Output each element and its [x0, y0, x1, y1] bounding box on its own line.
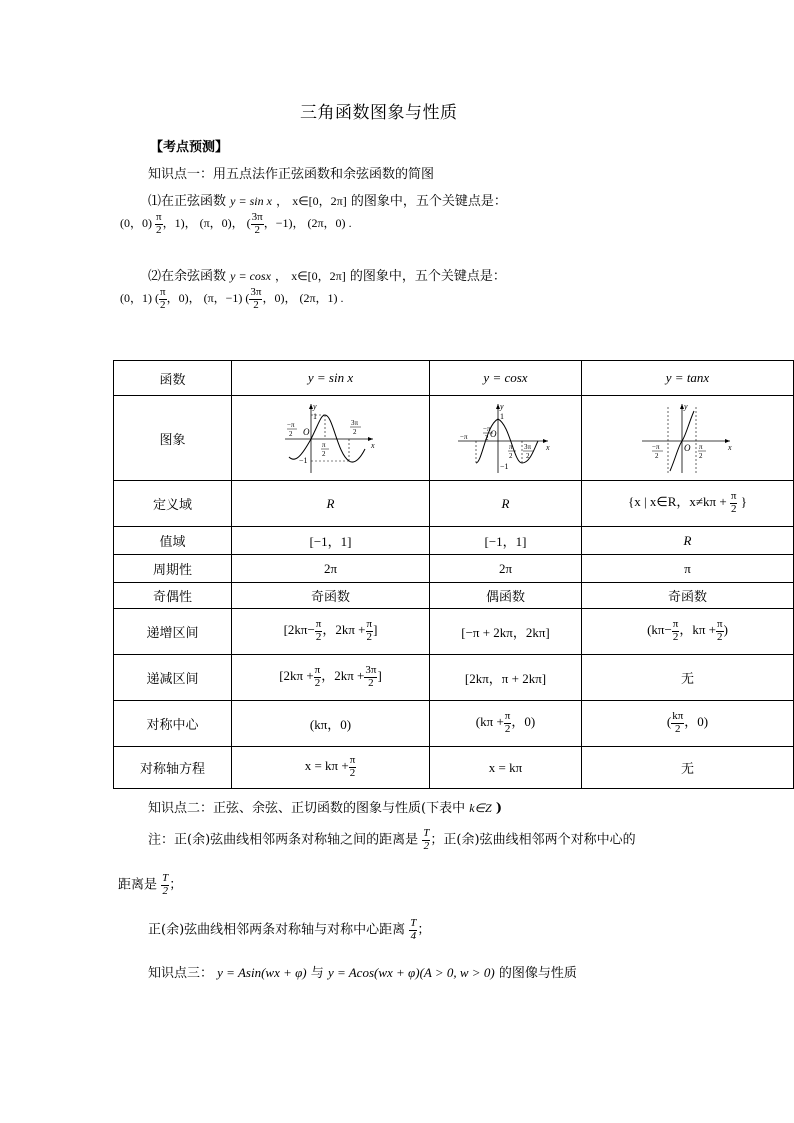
table-row [114, 583, 794, 609]
tick-neg-pi2-num: −π [286, 421, 294, 429]
section-tag: 【考点预测】 [150, 140, 229, 155]
kp3-heading: 知识点三： y = Asin(wx + φ) 与 y = Acos(wx + φ)(A > 0, w > 0) 的图像与性质 [148, 965, 577, 981]
sin-domain: x∈[0，2π] [292, 194, 347, 208]
sin-point-3pi2: $\frac{3\pi}{2}$ [251, 211, 263, 236]
row-label-graph: 图象 [114, 396, 232, 481]
sin-domain-cell: R [232, 481, 430, 527]
tick-one: 1 [312, 412, 317, 421]
kp2-note-line1: 注：正(余)弦曲线相邻两条对称轴之间的距离是 $\frac{T}{2}$ ；正(余)弦曲线相邻两个对称中心的 [148, 827, 636, 852]
kp1-sin-intro: ⑴在正弦函数 y = sin x ， x∈[0，2π] 的图象中，五个关键点是： [148, 194, 507, 209]
cos-increasing-cell: [−π + 2kπ，2kπ] [430, 609, 582, 655]
row-label-decreasing: 递减区间 [114, 655, 232, 701]
row-label-parity: 奇偶性 [114, 583, 232, 609]
tick-neg-pi2-den: 2 [654, 452, 658, 460]
header-function: 函数 [114, 361, 232, 396]
sin-increasing-cell: [2kπ− $\frac{\pi}{2}$ ，2kπ + $\frac{\pi}{2}$ ] [232, 609, 430, 655]
sin-point-2pi: (2π，0) [307, 215, 346, 230]
sin-center-cell: (kπ，0) [232, 701, 430, 747]
origin-label: O [683, 443, 690, 453]
table-row [114, 396, 794, 481]
row-label-axis: 对称轴方程 [114, 747, 232, 789]
sin-point-pi: (π，0) [199, 215, 232, 230]
tan-domain-cell: {x | x∈R，x≠kπ + $\frac{\pi}{2}$ } [582, 481, 794, 527]
cos-point-pi2: $\frac{\pi}{2}$ [160, 286, 166, 311]
cos-point-3pi2: $\frac{3\pi}{2}$ [250, 286, 262, 311]
sin-graph [232, 396, 430, 481]
cos-range-cell: [−1，1] [430, 527, 582, 555]
table-row [114, 609, 794, 655]
table-row [114, 527, 794, 555]
tick-neg-pi2-den: 2 [484, 434, 488, 442]
tan-period-cell: π [582, 555, 794, 583]
tick-pi2-den: 2 [508, 452, 512, 460]
tan-range-cell: R [582, 527, 794, 555]
sin-range-cell: [−1，1] [232, 527, 430, 555]
cos-axis-cell: x = kπ [430, 747, 582, 789]
tan-increasing-cell: (kπ− $\frac{\pi}{2}$ ，kπ + $\frac{\pi}{2}$ ) [582, 609, 794, 655]
sin-key-points: (0，0) $\frac{\pi}{2}$ ，1)， (π，0)， ( $\frac{3\pi}{2}$ ，−1)， (2π，0) . [120, 211, 352, 236]
header-cos: y = cosx [430, 361, 582, 396]
tick-neg-one: −1 [298, 456, 308, 465]
header-tan: y = tanx [582, 361, 794, 396]
kp1-cos-intro: ⑵在余弦函数 y = cosx ， x∈[0，2π] 的图象中，五个关键点是： [148, 269, 506, 284]
y-axis-label: y [683, 402, 688, 411]
cos-period-cell: 2π [430, 555, 582, 583]
tick-3pi2-num: 3π [523, 443, 531, 451]
x-axis-label: x [545, 443, 550, 452]
x-axis-label: x [370, 441, 375, 450]
tick-one: 1 [499, 412, 504, 421]
sin-intro-tail: 的图象中，五个关键点是： [350, 194, 507, 209]
sin-intro-text: ⑴在正弦函数 [148, 194, 227, 209]
table-row [114, 747, 794, 789]
sin-point-0: (0，0) [120, 215, 152, 230]
row-label-range: 值域 [114, 527, 232, 555]
cos-point-0: (0，1) [120, 290, 152, 305]
sin-decreasing-cell: [2kπ + $\frac{\pi}{2}$ ，2kπ + $\frac{3\pi}{2}$ ] [232, 655, 430, 701]
tan-graph [582, 396, 794, 481]
tick-neg-pi2-num: −π [482, 425, 490, 433]
tick-pi2-num: π [698, 443, 703, 451]
cos-intro-tail: 的图象中，五个关键点是： [349, 269, 506, 284]
sin-func: y = sin x [230, 194, 272, 208]
sin-period-cell: 2π [232, 555, 430, 583]
row-label-period: 周期性 [114, 555, 232, 583]
row-label-increasing: 递增区间 [114, 609, 232, 655]
kp1-heading: 知识点一：用五点法作正弦函数和余弦函数的简图 [148, 167, 435, 182]
tick-pi2-den: 2 [321, 450, 325, 458]
tick-pi2-num: π [508, 443, 513, 451]
origin-label: O [489, 429, 496, 439]
cos-point-2pi: (2π，1) [299, 290, 338, 305]
tick-pi2-num: π [321, 441, 326, 449]
kp2-heading: 知识点二：正弦、余弦、正切函数的图象与性质(下表中 k∈Z ) [148, 801, 502, 816]
kp2-note-line2: 距离是 $\frac{T}{2}$ ； [118, 872, 183, 897]
tan-center-cell: ( $\frac{k\pi}{2}$ ，0) [582, 701, 794, 747]
sin-parity-cell: 奇函数 [232, 583, 430, 609]
sin-graph-svg [281, 401, 381, 475]
cos-func: y = cosx [230, 269, 271, 283]
cos-graph [430, 396, 582, 481]
tick-3pi2-num: 3π [350, 419, 358, 427]
tick-neg-one: −1 [499, 462, 509, 471]
kp2-note-line3: 正(余)弦曲线相邻两条对称轴与对称中心距离 $\frac{T}{4}$ ； [148, 917, 431, 942]
cos-key-points: (0，1) ( $\frac{\pi}{2}$ ，0)， (π，−1) ( $\frac{3\pi}{2}$ ，0)， (2π，1) . [120, 286, 344, 311]
tan-decreasing-cell: 无 [582, 655, 794, 701]
cos-intro-text: ⑵在余弦函数 [148, 269, 227, 284]
cos-center-cell: (kπ + $\frac{\pi}{2}$ ，0) [430, 701, 582, 747]
cos-parity-cell: 偶函数 [430, 583, 582, 609]
tan-graph-svg [638, 401, 738, 475]
y-axis-label: y [312, 402, 317, 411]
tick-neg-pi2-den: 2 [288, 430, 292, 438]
kp3-func-cos: y = Acos(wx + φ)(A > 0, w > 0) [327, 965, 495, 980]
table-row [114, 655, 794, 701]
tick-3pi2-den: 2 [352, 428, 356, 436]
tick-neg-pi2-num: −π [651, 443, 659, 451]
cos-graph-svg [456, 401, 556, 475]
x-axis-label: x [727, 443, 732, 452]
tan-parity-cell: 奇函数 [582, 583, 794, 609]
page-title: 三角函数图象与性质 [300, 103, 458, 123]
origin-label: O [302, 427, 309, 437]
sin-axis-cell: x = kπ + $\frac{\pi}{2}$ [232, 747, 430, 789]
k-in-z: k∈Z [469, 801, 492, 815]
row-label-domain: 定义域 [114, 481, 232, 527]
cos-domain: x∈[0，2π] [291, 269, 346, 283]
trig-properties-table [113, 360, 794, 789]
header-sin: y = sin x [232, 361, 430, 396]
tan-axis-cell: 无 [582, 747, 794, 789]
table-row [114, 361, 794, 396]
cos-point-pi: (π，−1) [203, 290, 243, 305]
tick-pi2-den: 2 [698, 452, 702, 460]
sin-point-pi2: $\frac{\pi}{2}$ [156, 211, 162, 236]
cos-domain-cell: R [430, 481, 582, 527]
table-row [114, 555, 794, 583]
kp3-func-sin: y = Asin(wx + φ) [217, 965, 307, 980]
table-row [114, 481, 794, 527]
y-axis-label: y [499, 402, 504, 411]
row-label-center: 对称中心 [114, 701, 232, 747]
tick-neg-pi: −π [459, 433, 467, 441]
tick-3pi2-den: 2 [525, 452, 529, 460]
cos-decreasing-cell: [2kπ，π + 2kπ] [430, 655, 582, 701]
table-row [114, 701, 794, 747]
